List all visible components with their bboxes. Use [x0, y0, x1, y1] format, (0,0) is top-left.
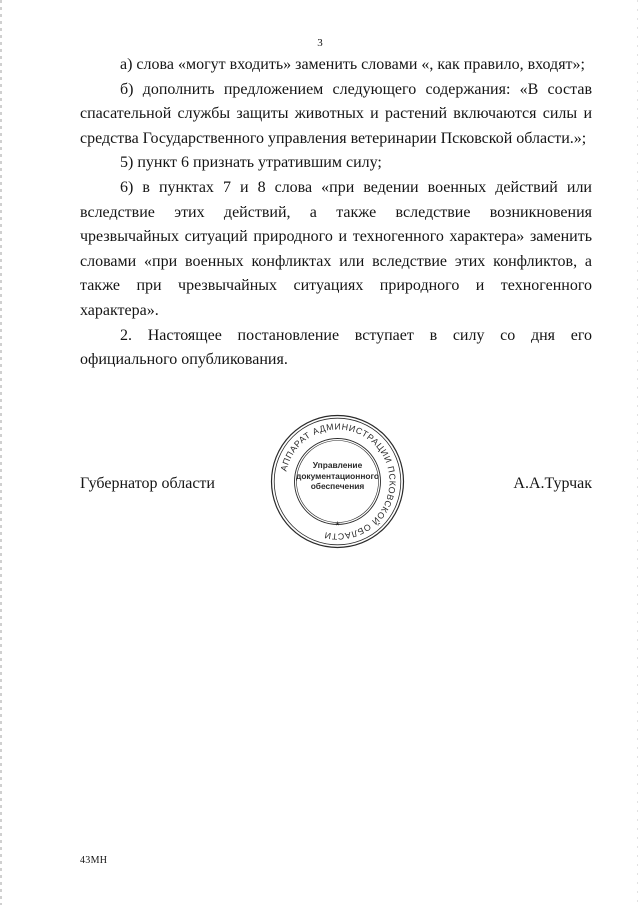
signature-title: Губернатор области — [80, 475, 215, 492]
page-number: 3 — [317, 37, 323, 49]
scan-edge-left — [0, 0, 2, 905]
document-code: 43МН — [80, 855, 108, 866]
paragraph-item-2: 2. Настоящее постановление вступает в силу со дня его официального опубликования. — [80, 326, 592, 369]
stamp-center-text — [269, 460, 406, 492]
paragraph-item-5: 5) пункт 6 признать утратившим силу; — [120, 154, 382, 172]
signatory-name: А.А.Турчак — [513, 475, 592, 492]
stamp-ring-text: АППАРАТ АДМИНИСТРАЦИИ ПСКОВСКОЙ ОБЛАСТИ — [278, 421, 398, 542]
paragraph-b: б) дополнить предложением следующего содержания: «В состав спасательной службы защиты животных и растений включаются силы и средства Государственного управления ветеринарии Псковской области.»; — [80, 80, 592, 147]
stamp-center-line: Управление — [312, 460, 363, 470]
paragraph-item-6: 6) в пунктах 7 и 8 слова «при ведении военных действий или вследствие этих действий, а также вследствие возникновения чрезвычайных ситуаций природного и техногенного характера» заменить словами «при военных конфликтах или вследствие этих конфликтов, а также при чрезвычайных ситуациях природного и техногенного характера». — [80, 178, 592, 319]
document-body — [80, 53, 592, 373]
stamp-center-line: документационного — [296, 470, 379, 481]
official-stamp — [269, 413, 406, 550]
stamp-star-icon: * — [335, 520, 340, 532]
paragraph-a: а) слова «могут входить» заменить словами «, как правило, входят»; — [120, 56, 585, 73]
stamp-center-line: обеспечения — [310, 481, 365, 491]
scan-edge-right — [637, 0, 638, 905]
